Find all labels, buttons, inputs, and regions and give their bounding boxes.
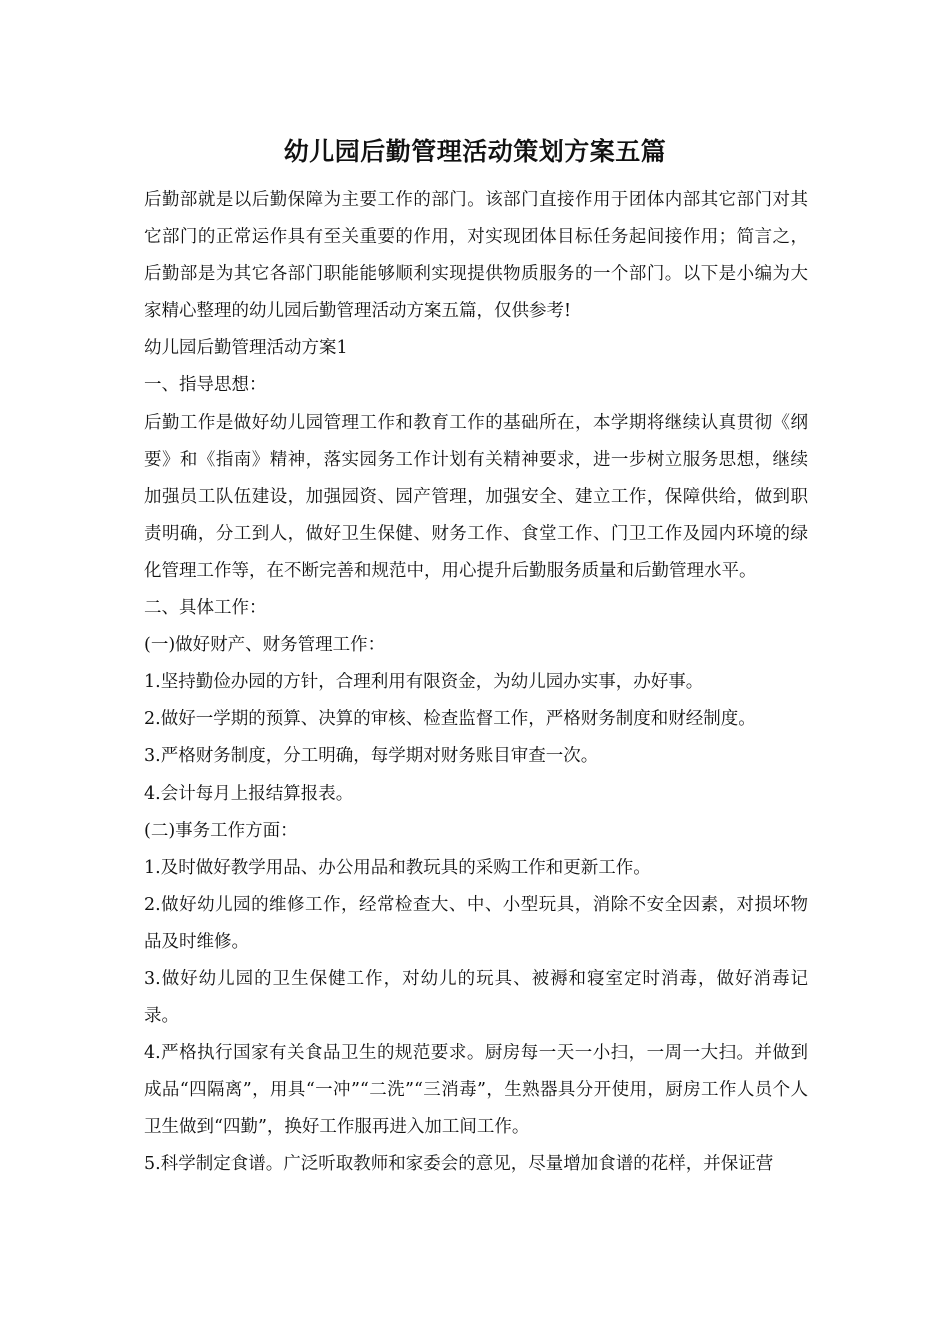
subsection-heading-affairs: (二)事务工作方面： xyxy=(144,820,298,841)
guiding-idea-paragraph: 后勤工作是做好幼儿园管理工作和教育工作的基础所在，本学期将继续认真贯彻《纲要》和《指南》精神，落实园务工作计划有关精神要求，进一步树立服务思想，继续加强员工队伍建设，加强园资、园产管理，加强安全、建立工作，保障供给，做到职责明确，分工到人，做好卫生保健、财务工作、食堂工作、门卫工作及园内环境的绿化管理工作等，在不断完善和规范中，用心提升后勤服务质量和后勤管理水平。 xyxy=(144,412,808,581)
list-item: 2.做好幼儿园的维修工作，经常检查大、中、小型玩具，消除不安全因素，对损坏物品及时维修。 xyxy=(144,894,808,952)
list-item: 3.严格财务制度，分工明确，每学期对财务账目审查一次。 xyxy=(144,746,599,767)
list-item: 5.科学制定食谱。广泛听取教师和家委会的意见，尽量增加食谱的花样，并保证营 xyxy=(144,1154,774,1175)
list-item: 4.会计每月上报结算报表。 xyxy=(144,783,354,804)
list-item: 1.坚持勤俭办园的方针，合理利用有限资金，为幼儿园办实事，办好事。 xyxy=(144,672,704,693)
list-item: 3.做好幼儿园的卫生保健工作，对幼儿的玩具、被褥和寝室定时消毒，做好消毒记录。 xyxy=(144,968,808,1027)
list-item: 4.严格执行国家有关食品卫生的规范要求。厨房每一天一小扫，一周一大扫。并做到成品“四隔离”，用具“一冲”“二洗”“三消毒”，生熟器具分开使用，厨房工作人员个人卫生做到“四勤”，换好工作服再进入加工间工作。 xyxy=(144,1043,808,1138)
section-heading-guiding-idea: 一、指导思想： xyxy=(144,375,267,396)
plan-heading: 幼儿园后勤管理活动方案1 xyxy=(144,338,348,359)
subsection-heading-finance: (一)做好财产、财务管理工作： xyxy=(144,635,386,656)
section-heading-specific-work: 二、具体工作： xyxy=(144,598,267,619)
document-body xyxy=(144,182,808,1184)
intro-paragraph: 后勤部就是以后勤保障为主要工作的部门。该部门直接作用于团体内部其它部门对其它部门的正常运作具有至关重要的作用，对实现团体目标任务起间接作用；简言之，后勤部是为其它各部门职能能够顺利实现提供物质服务的一个部门。以下是小编为大家精心整理的幼儿园后勤管理活动方案五篇，仅供参考! xyxy=(144,190,808,322)
list-item: 1.及时做好教学用品、办公用品和教玩具的采购工作和更新工作。 xyxy=(144,857,651,878)
list-item: 2.做好一学期的预算、决算的审核、检查监督工作，严格财务制度和财经制度。 xyxy=(144,709,756,730)
document-title: 幼儿园后勤管理活动策划方案五篇 xyxy=(283,137,667,166)
